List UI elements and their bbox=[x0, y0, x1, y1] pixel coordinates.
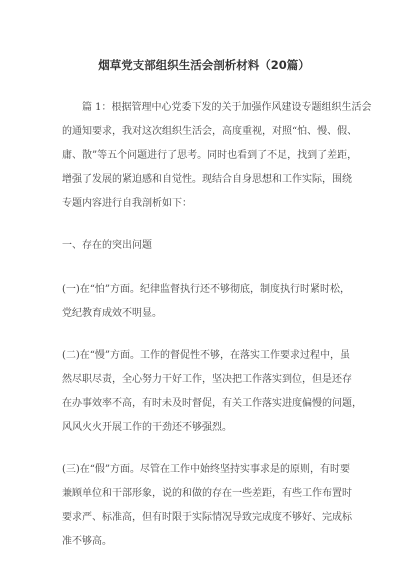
intro-line-1: 篇 1：根据管理中心党委下发的关于加强作风建设专题组织生活会 bbox=[82, 102, 372, 113]
item3-line-1: (三)在“假”方面。尽管在工作中始终坚持实事求是的原则，有时要 bbox=[62, 464, 351, 475]
section-heading: 一、存在的突出问题 bbox=[62, 240, 152, 251]
item2-line-2: 然尽职尽责，全心努力干好工作，坚决把工作落实到位，但是还存 bbox=[62, 374, 352, 385]
item3-line-2: 兼顾单位和干部形象，说的和做的存在一些差距，有些工作布置时 bbox=[62, 488, 352, 499]
intro-line-2: 的通知要求，我对这次组织生活会，高度重视，对照“怕、慢、假、 bbox=[62, 126, 358, 137]
item3-line-3: 要求严、标准高，但有时限于实际情况导致完成度不够好、完成标 bbox=[62, 512, 352, 523]
intro-line-3: 庸、散”等五个问题进行了思考。同时也看到了不足，找到了差距， bbox=[62, 150, 358, 161]
item2-line-3: 在办事效率不高，有时未及时督促，有关工作落实进度偏慢的问题， bbox=[62, 398, 362, 409]
item1-line-2: 党纪教育成效不明显。 bbox=[62, 308, 162, 319]
document-title: 烟草党支部组织生活会剖析材料（20篇） bbox=[98, 58, 310, 72]
item2-line-1: (二)在“慢”方面。工作的督促性不够，在落实工作要求过程中，虽 bbox=[62, 350, 351, 361]
item2-line-4: 风风火火开展工作的干劲还不够强烈。 bbox=[62, 422, 232, 433]
intro-line-5: 专题内容进行自我剖析如下： bbox=[62, 198, 192, 209]
item1-line-1: (一)在“怕”方面。纪律监督执行还不够彻底，制度执行时紧时松， bbox=[62, 284, 351, 295]
intro-line-4: 增强了发展的紧迫感和自觉性。现结合自身思想和工作实际，围绕 bbox=[62, 174, 352, 185]
item3-line-4: 准不够高。 bbox=[62, 536, 112, 547]
